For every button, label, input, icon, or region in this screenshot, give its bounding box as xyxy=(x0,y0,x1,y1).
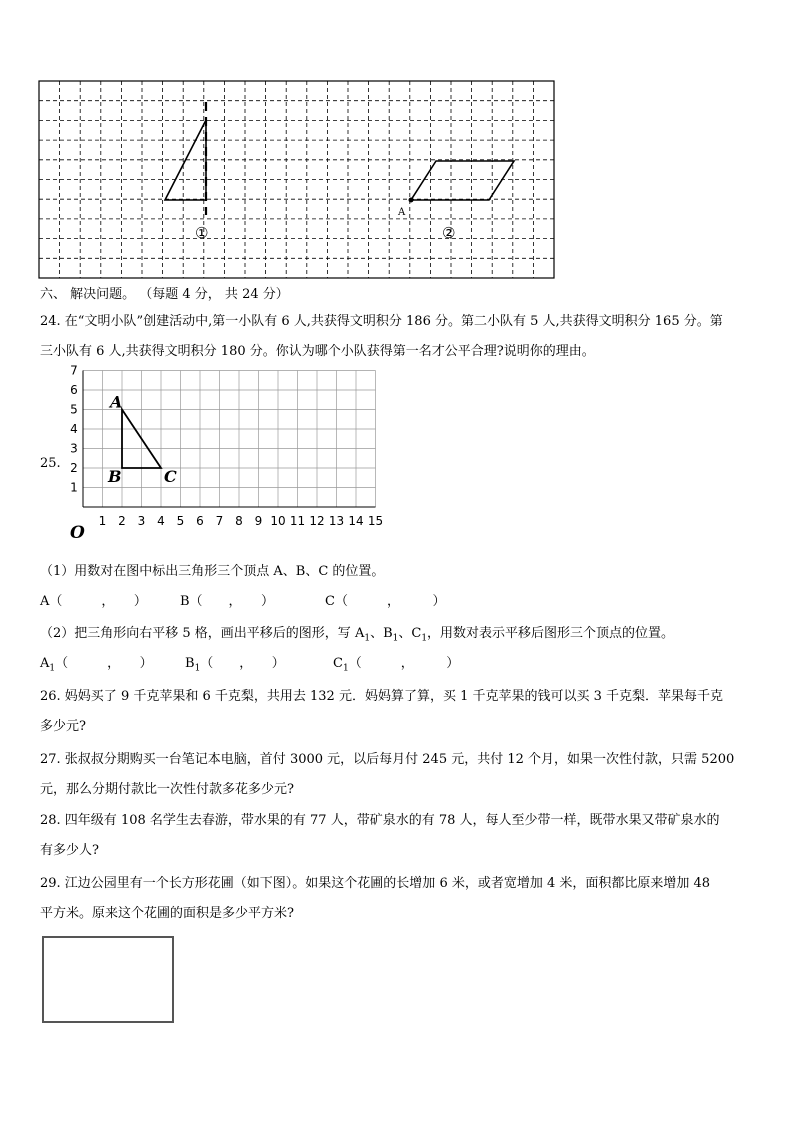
question-24-line-2: 三小队有 6 人,共获得文明积分 180 分。你认为哪个小队获得第一名才公平合理?说明你的理由。 xyxy=(40,344,595,359)
answer-a1-subscript: 1 xyxy=(49,663,56,674)
answer-b1-letter: B xyxy=(185,656,195,671)
question-27-line-2: 元，那么分期付款比一次性付款多花多少元? xyxy=(40,782,294,797)
question-25-number: 25. xyxy=(40,456,61,471)
question-26-line-1: 26. 妈妈买了 9 千克苹果和 6 千克梨，共用去 132 元．妈妈算了算，买 1 千克苹果的钱可以买 3 千克梨．苹果每千克 xyxy=(40,689,724,704)
question-29-line-2: 平方米。原来这个花圃的面积是多少平方米? xyxy=(40,906,294,921)
answer-c1-blank xyxy=(333,656,459,677)
point-a-label: A xyxy=(398,207,406,218)
question-26-line-2: 多少元? xyxy=(40,719,86,734)
sub2-subscript-a: 1 xyxy=(364,633,371,644)
answer-b1-parens: （ ， ） xyxy=(200,656,285,671)
answer-b-blank: B（ ， ） xyxy=(180,594,275,609)
y-tick-label: 7 xyxy=(70,363,78,378)
answer-a-blank: A（ ， ） xyxy=(40,594,147,609)
answer-a1-parens: （ ， ） xyxy=(55,656,153,671)
y-tick-label: 2 xyxy=(70,461,78,475)
question-25-sub-2 xyxy=(40,626,674,647)
vertex-label-c: C xyxy=(164,467,177,486)
answer-b1-blank xyxy=(185,656,285,677)
x-tick-label: 8 xyxy=(235,514,243,528)
sub2-subscript-b: 1 xyxy=(392,633,399,644)
question-24-line-1: 24. 在“文明小队”创建活动中,第一小队有 6 人,共获得文明积分 186 分。第二小队有 5 人,共获得文明积分 165 分。第 xyxy=(40,314,723,329)
sub2-subscript-c: 1 xyxy=(421,633,428,644)
x-tick-label: 6 xyxy=(196,514,204,528)
answer-b1-subscript: 1 xyxy=(194,663,201,674)
x-tick-label: 15 xyxy=(367,514,384,528)
sub2-text-mid2: 、C xyxy=(398,626,422,641)
answer-a1-letter: A xyxy=(40,656,50,671)
y-tick-label: 5 xyxy=(70,402,78,417)
question-27-line-1: 27. 张叔叔分期购买一台笔记本电脑，首付 3000 元，以后每月付 245 元，共付 12 个月，如果一次性付款，只需 5200 xyxy=(40,752,735,767)
answer-a1-blank xyxy=(40,656,153,677)
x-tick-label: 2 xyxy=(118,514,126,528)
x-tick-label: 13 xyxy=(328,514,345,528)
figure-marker-1: ① xyxy=(195,224,209,242)
question-28-line-2: 有多少人? xyxy=(40,843,99,858)
answer-c1-subscript: 1 xyxy=(342,663,349,674)
section-heading: 六、 解决问题。 （每题 4 分， 共 24 分） xyxy=(40,287,289,302)
x-tick-label: 7 xyxy=(215,514,224,528)
y-tick-label: 6 xyxy=(70,383,78,397)
answer-c1-letter: C xyxy=(333,656,343,671)
sub2-text-pre: （2）把三角形向右平移 5 格，画出平移后的图形，写 A xyxy=(40,626,365,641)
x-tick-label: 11 xyxy=(289,514,306,528)
y-tick-label: 1 xyxy=(70,480,78,495)
y-tick-label: 3 xyxy=(70,441,78,456)
x-tick-label: 12 xyxy=(309,514,325,528)
coordinate-grid-chart xyxy=(60,363,390,544)
x-tick-label: 5 xyxy=(176,514,185,528)
vertex-label-a: A xyxy=(110,392,123,412)
y-tick-label: 4 xyxy=(70,422,78,436)
answer-c-blank: C（ ， ） xyxy=(325,594,446,609)
x-tick-label: 10 xyxy=(270,514,286,528)
figure-marker-2: ② xyxy=(442,224,456,242)
vertex-label-b: B xyxy=(108,467,122,486)
origin-label: O xyxy=(70,523,85,543)
question-28-line-1: 28. 四年级有 108 名学生去春游，带水果的有 77 人，带矿泉水的有 78 人，每人至少带一样，既带水果又带矿泉水的 xyxy=(40,813,720,828)
question-29-line-1: 29. 江边公园里有一个长方形花圃（如下图）。如果这个花圃的长增加 6 米，或者宽增加 4 米，面积都比原来增加 48 xyxy=(40,876,711,891)
garden-rectangle xyxy=(42,936,174,1023)
x-tick-label: 3 xyxy=(137,514,146,528)
x-tick-label: 14 xyxy=(348,514,364,528)
x-tick-label: 1 xyxy=(98,514,107,528)
sub2-text-post: ，用数对表示平移后图形三个顶点的位置。 xyxy=(427,626,675,641)
sub2-text-mid1: 、B xyxy=(370,626,393,641)
point-a-dot xyxy=(409,198,414,203)
x-tick-label: 9 xyxy=(254,514,263,528)
transformation-grid-figure xyxy=(38,80,556,280)
answer-c1-parens: （ ， ） xyxy=(348,656,460,671)
x-tick-label: 4 xyxy=(157,514,165,528)
question-25-sub-1: （1）用数对在图中标出三角形三个顶点 A、B、C 的位置。 xyxy=(40,564,385,579)
